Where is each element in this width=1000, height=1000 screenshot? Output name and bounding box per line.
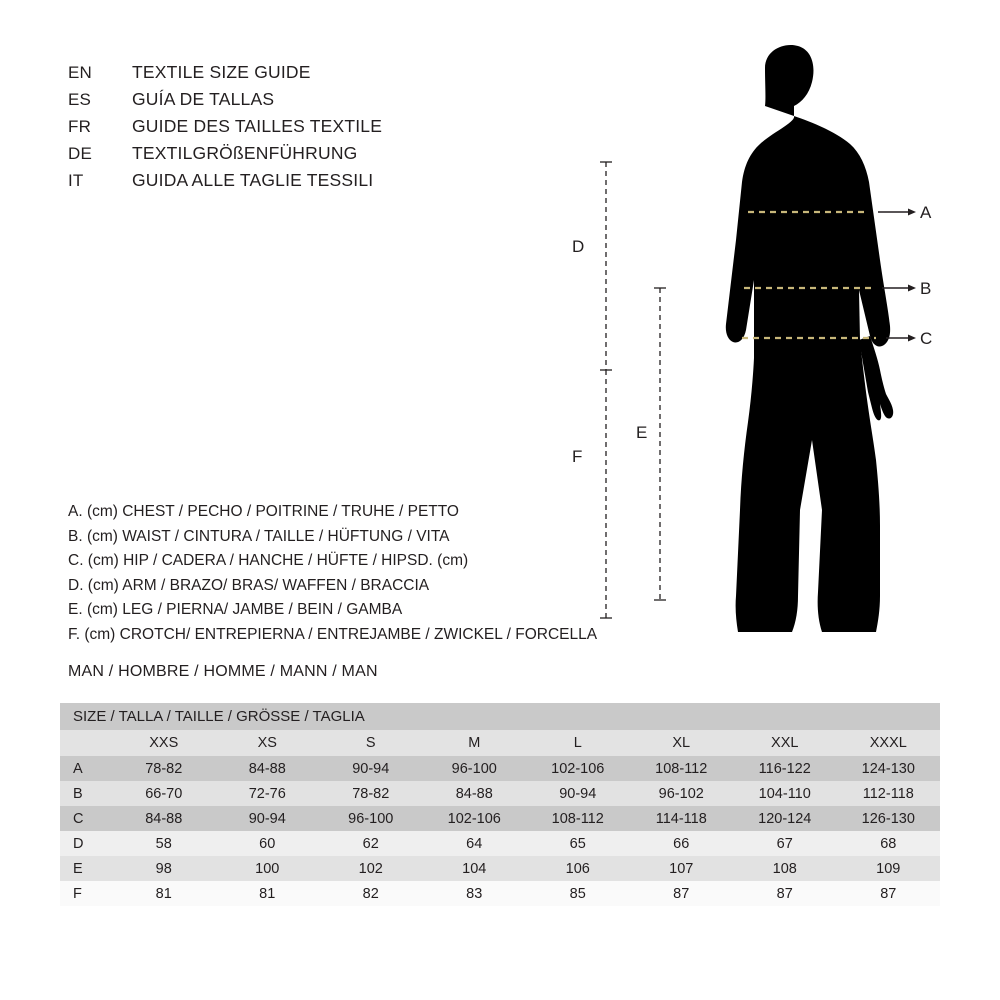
cell-c-xxl: 120-124 [758, 810, 812, 827]
cell-a-xxs: 78-82 [145, 760, 183, 777]
cell-e-xs: 100 [255, 860, 280, 877]
cell-e-l: 106 [565, 860, 590, 877]
cell-c-xxxl: 126-130 [861, 810, 915, 827]
marker-label-a: A [920, 203, 932, 222]
cell-a-s: 90-94 [352, 760, 390, 777]
column-header-xxs: XXS [112, 730, 216, 756]
size-table [60, 703, 940, 906]
cell-a-xxl: 116-122 [758, 760, 811, 777]
column-header-l: L [526, 730, 630, 756]
marker-label-b: B [920, 279, 932, 298]
legend-list [68, 500, 668, 647]
row-label-a: A [73, 760, 83, 777]
cell-c-m: 102-106 [447, 810, 501, 827]
cell-e-xxxl: 109 [876, 860, 901, 877]
language-title-it: GUIDA ALLE TAGLIE TESSILI [132, 170, 374, 190]
table-row [60, 806, 940, 831]
cell-d-xxxl: 68 [880, 835, 897, 852]
cell-c-xxs: 84-88 [145, 810, 183, 827]
cell-d-xxs: 58 [155, 835, 172, 852]
cell-d-xs: 60 [259, 835, 276, 852]
cell-d-s: 62 [362, 835, 379, 852]
column-header-xs: XS [216, 730, 320, 756]
table-row [60, 831, 940, 856]
cell-d-l: 65 [569, 835, 586, 852]
table-row [60, 856, 940, 881]
cell-a-xxxl: 124-130 [861, 760, 915, 777]
marker-label-f: F [572, 447, 583, 466]
language-code-es: ES [68, 90, 92, 109]
cell-a-xs: 84-88 [248, 760, 286, 777]
row-label-d: D [73, 835, 84, 852]
cell-c-s: 96-100 [348, 810, 394, 827]
row-label-f: F [73, 885, 82, 902]
language-code-it: IT [68, 171, 84, 190]
cell-d-m: 64 [466, 835, 483, 852]
table-row [60, 881, 940, 906]
cell-e-s: 102 [358, 860, 383, 877]
language-title-fr: GUIDE DES TAILLES TEXTILE [132, 116, 383, 136]
column-header-xxxl: XXXL [837, 730, 941, 756]
marker-label-c: C [920, 329, 933, 348]
row-label-c: C [73, 810, 84, 827]
cell-f-m: 83 [466, 885, 483, 902]
legend-item-d: D. (cm) ARM / BRAZO/ BRAS/ WAFFEN / BRACCIA [68, 576, 430, 594]
language-title-en: TEXTILE SIZE GUIDE [132, 62, 311, 82]
language-code-en: EN [68, 63, 93, 82]
cell-e-xxs: 98 [155, 860, 172, 877]
cell-b-xxl: 104-110 [758, 785, 811, 802]
cell-b-xxs: 66-70 [145, 785, 183, 802]
gender-label: MAN / HOMBRE / HOMME / MANN / MAN [68, 663, 378, 680]
legend-item-e: E. (cm) LEG / PIERNA/ JAMBE / BEIN / GAMBA [68, 601, 403, 618]
row-label-e: E [73, 860, 83, 877]
language-row-de [68, 143, 528, 170]
cell-f-l: 85 [569, 885, 586, 902]
cell-d-xxl: 67 [776, 835, 793, 852]
cell-c-xs: 90-94 [248, 810, 286, 827]
cell-b-xl: 96-102 [658, 785, 704, 802]
legend-item-f: F. (cm) CROTCH/ ENTREPIERNA / ENTREJAMBE / ZWICKEL / FORCELLA [68, 625, 598, 643]
marker-label-e: E [636, 423, 648, 442]
column-header-xxl: XXL [733, 730, 837, 756]
cell-b-m: 84-88 [455, 785, 493, 802]
cell-d-xl: 66 [673, 835, 690, 852]
cell-f-xxxl: 87 [880, 885, 897, 902]
cell-e-xxl: 108 [772, 860, 797, 877]
cell-e-xl: 107 [669, 860, 694, 877]
language-title-block [68, 62, 528, 197]
column-header-xl: XL [630, 730, 734, 756]
cell-b-s: 78-82 [352, 785, 390, 802]
language-row-en [68, 62, 528, 89]
table-header-corner [60, 730, 112, 756]
cell-c-xl: 114-118 [655, 810, 707, 827]
cell-f-xxl: 87 [776, 885, 793, 902]
language-code-de: DE [68, 144, 93, 163]
legend-item-b: B. (cm) WAIST / CINTURA / TAILLE / HÜFTUNG / VITA [68, 527, 450, 545]
column-header-s: S [319, 730, 423, 756]
cell-f-s: 82 [362, 885, 379, 902]
language-row-es [68, 89, 528, 116]
cell-b-xs: 72-76 [248, 785, 286, 802]
table-header-row [60, 730, 940, 756]
marker-label-d: D [572, 237, 585, 256]
table-row [60, 781, 940, 806]
legend-item-a: A. (cm) CHEST / PECHO / POITRINE / TRUHE / PETTO [68, 503, 459, 520]
language-row-it [68, 170, 528, 197]
language-title-es: GUÍA DE TALLAS [132, 89, 275, 109]
cell-a-m: 96-100 [451, 760, 497, 777]
cell-c-l: 108-112 [551, 810, 604, 827]
table-title: SIZE / TALLA / TAILLE / GRÖSSE / TAGLIA [60, 703, 940, 730]
cell-b-xxxl: 112-118 [862, 785, 914, 802]
cell-b-l: 90-94 [559, 785, 597, 802]
language-row-fr [68, 116, 528, 143]
cell-f-xl: 87 [673, 885, 690, 902]
row-label-b: B [73, 785, 83, 802]
language-title-de: TEXTILGRÖßENFÜHRUNG [132, 143, 358, 163]
table-row [60, 756, 940, 781]
table-title-row [60, 703, 940, 730]
cell-f-xxs: 81 [155, 885, 172, 902]
language-code-fr: FR [68, 117, 92, 136]
cell-e-m: 104 [462, 860, 487, 877]
column-header-m: M [423, 730, 527, 756]
cell-f-xs: 81 [259, 885, 276, 902]
cell-a-xl: 108-112 [655, 760, 708, 777]
legend-item-c: C. (cm) HIP / CADERA / HANCHE / HÜFTE / HIPSD. (cm) [68, 552, 469, 569]
cell-a-l: 102-106 [551, 760, 605, 777]
